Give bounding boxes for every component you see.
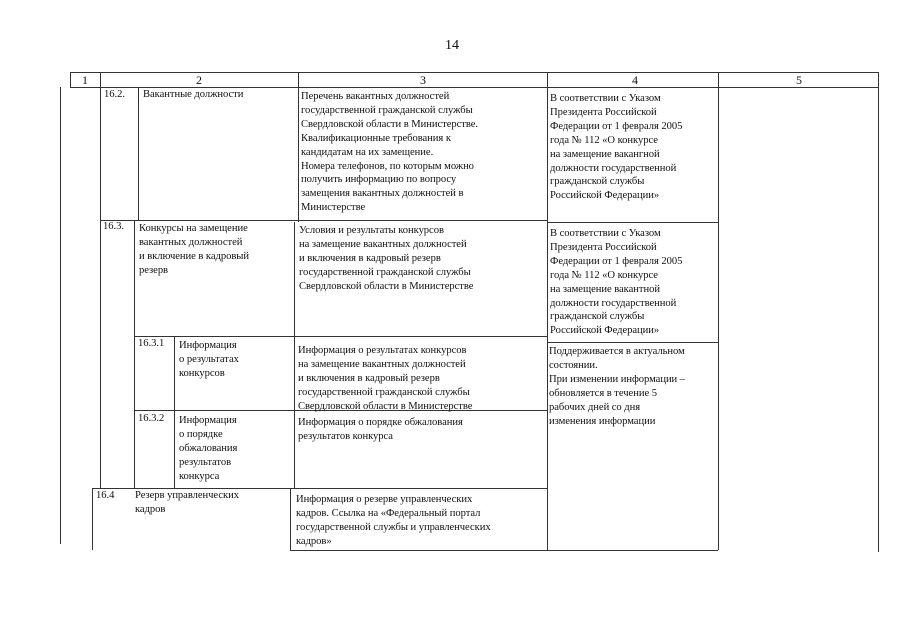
row-16-2-number: 16.2.	[104, 89, 125, 100]
row-16-3-term: В соответствии с Указом Президента Российской Федерации от 1 февраля 2005 года № 112 «О конкурсе на замещение вакантной должности государственной гражданской службы Российской Федерации»	[550, 228, 683, 337]
row-16-3-2-number: 16.3.2	[138, 413, 165, 424]
row-16-4-content: Информация о резерве управленческих кадров. Ссылка на «Федеральный портал государственной службы и управленческих кадров»	[296, 494, 491, 547]
header-col-2: 2	[196, 73, 202, 87]
row-16-2-term: В соответствии с Указом Президента Российской Федерации от 1 февраля 2005 года № 112 «О конкурсе на замещение вакангной должности государственной гражданской службы Российской Федерации»	[550, 93, 683, 202]
row-16-3-2-content: Информация о порядке обжалования результатов конкурса	[298, 417, 463, 442]
row-16-3-2-title: Информация о порядке обжалования результатов конкурса	[179, 415, 238, 482]
header-col-4: 4	[632, 73, 638, 87]
row-16-3-1-title: Информация о результатах конкурсов	[179, 340, 239, 379]
page-number: 14	[445, 38, 459, 53]
row-16-3-1-content: Информация о результатах конкурсов на замещение вакантных должностей и включения в кадровый резерв государственной гражданской службы Свердловской области в Министерстве	[298, 345, 473, 412]
row-16-3-number: 16.3.	[103, 221, 124, 232]
row-16-3-content: Условия и результаты конкурсов на замещение вакантных должностей и включения в кадровый резерв государственной гражданской службы Свердловской области в Министерстве	[299, 225, 474, 292]
row-16-3-1-number: 16.3.1	[138, 338, 165, 349]
header-col-5: 5	[796, 73, 802, 87]
row-16-2-title: Вакантные должности	[143, 89, 244, 100]
header-col-1: 1	[82, 73, 88, 87]
row-16-3-1-term: Поддерживается в актуальном состоянии. При изменении информации – обновляется в течение 5 рабочих дней со дня изменения информации	[549, 346, 686, 427]
row-16-4-title: Резерв управленческих кадров	[135, 490, 239, 515]
row-16-3-title: Конкурсы на замещение вакантных должностей и включение в кадровый резерв	[139, 223, 249, 276]
row-16-2-content: Перечень вакантных должностей государственной гражданской службы Свердловской области в Министерстве. Квалификационные требования к кандидатам на их замещение. Номера телефонов, по которым можно получить информацию по вопросу замещения вакантных должностей в Министерстве	[301, 91, 478, 214]
row-16-4-number: 16.4	[96, 490, 115, 501]
header-col-3: 3	[420, 73, 426, 87]
